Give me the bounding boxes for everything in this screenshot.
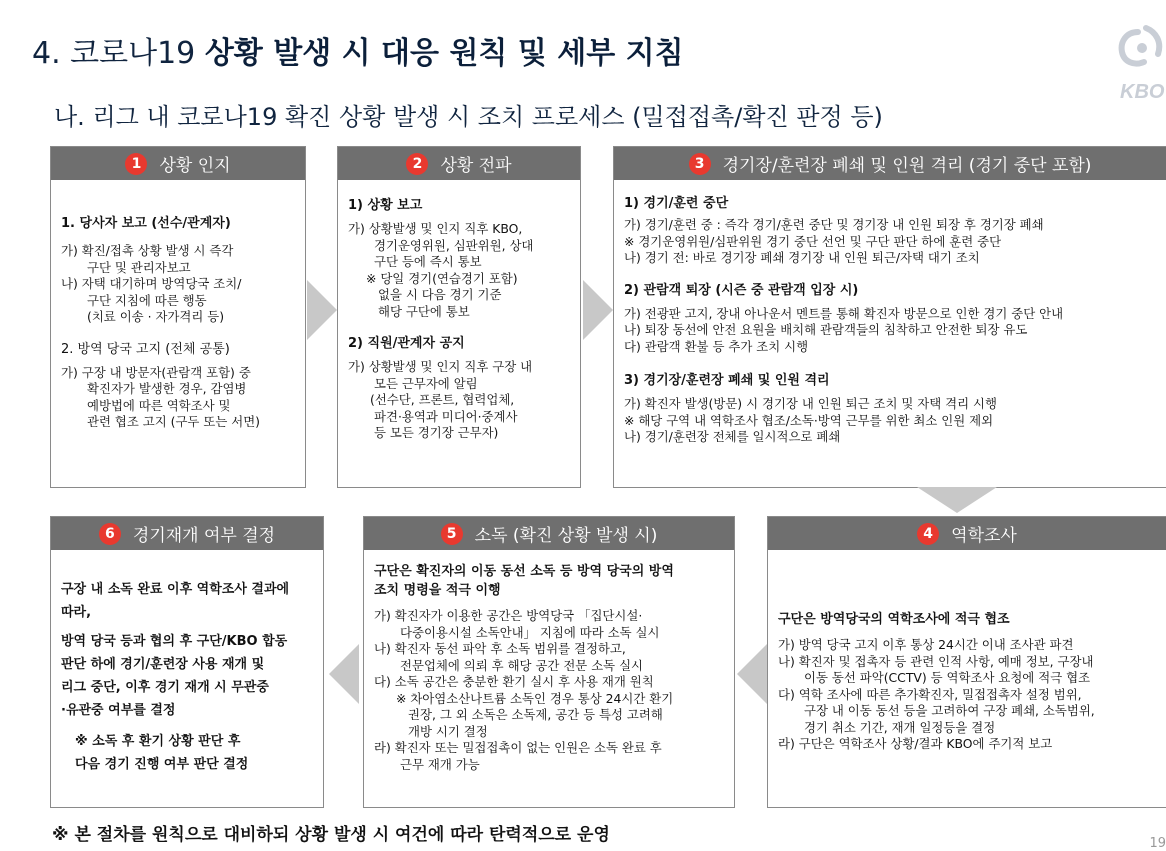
body-line: 가) 상황발생 및 인지 직후 KBO,	[348, 221, 523, 236]
body-line: ※ 경기운영위원/심판위원 경기 중단 선언 및 구단 판단 하에 훈련 중단	[624, 233, 1002, 249]
body-line: 가) 확진/접촉 상황 발생 시 즉각	[61, 243, 234, 258]
arrow-down-icon	[917, 487, 997, 515]
body-line: 판단 하에 경기/훈련장 사용 재개 및	[61, 657, 265, 672]
body-line: 등 모든 경기장 근무자)	[374, 425, 499, 440]
step-header-5	[364, 517, 734, 550]
arrow-right-icon	[305, 280, 339, 340]
body-line: 방역 당국 등과 협의 후 구단/KBO 합동	[61, 634, 288, 649]
step-title-1: 상황 인지	[159, 156, 231, 176]
note-line: 다음 경기 진행 여부 판단 결정	[75, 757, 249, 772]
body-line: 없을 시 다음 경기 기준	[378, 287, 502, 302]
body-line: 구단 등에 즉시 통보	[374, 254, 482, 269]
body-line: 라) 확진자 또는 밀접접촉이 없는 인원은 소독 완료 후	[374, 740, 662, 755]
body-line: 나) 경기/훈련장 전체를 일시적으로 폐쇄	[624, 429, 841, 444]
footer-note: ※ 본 절차를 원칙으로 대비하되 상황 발생 시 여건에 따라 탄력적으로 운영	[52, 825, 610, 845]
step-box-1	[50, 146, 306, 488]
lead-line: 구단은 방역당국의 역학조사에 적극 협조	[778, 612, 1010, 627]
step-box-4	[767, 516, 1166, 808]
lead-line: 조치 명령을 적극 이행	[374, 583, 501, 598]
body-line: 나) 퇴장 동선에 안전 요원을 배치해 관람객들의 침착하고 안전한 퇴장 유도	[624, 322, 1028, 337]
body-line: 경기 취소 기간, 재개 일정등을 결정	[804, 719, 996, 735]
body-line: 가) 방역 당국 고지 이후 통상 24시간 이내 조사관 파견	[778, 637, 1074, 652]
section-heading: 2) 관람객 퇴장 (시즌 중 관람객 입장 시)	[624, 282, 859, 298]
body-line: 확진자가 발생한 경우, 감염병	[87, 381, 247, 396]
step-box-5	[363, 516, 735, 808]
body-line: 다) 관람객 환불 등 추가 조치 시행	[624, 338, 809, 354]
step-box-6	[50, 516, 324, 808]
body-line: 가) 전광판 고지, 장내 아나운서 멘트를 통해 확진자 방문으로 인한 경기 중단 안내	[624, 305, 1064, 321]
body-line: 경기운영위원, 심판위원, 상대	[374, 237, 534, 253]
step-title-2: 상황 전파	[440, 156, 512, 176]
body-line: 이동 동선 파악(CCTV) 등 역학조사 요청에 적극 협조	[804, 670, 1091, 685]
page-number: 19	[1149, 836, 1166, 851]
note-line: ※ 소독 후 환기 상황 판단 후	[75, 734, 241, 749]
step-header-4	[768, 517, 1166, 550]
step-number-5: 5	[441, 523, 463, 545]
body-line: 예방법에 따른 역학조사 및	[87, 397, 231, 413]
step-number-4: 4	[917, 523, 939, 545]
body-line: (치료 이송 · 자가격리 등)	[87, 309, 225, 324]
body-line: 구단 지침에 따른 행동	[87, 292, 207, 308]
section-heading: 2. 방역 당국 고지 (전체 공통)	[61, 341, 230, 357]
section-heading: 1) 상황 보고	[348, 198, 423, 213]
step-number-1: 1	[125, 153, 147, 175]
section-heading: 1. 당사자 보고 (선수/관계자)	[61, 216, 231, 231]
arrow-left-icon	[735, 644, 769, 704]
body-line: 관련 협조 고지 (구두 또는 서면)	[87, 414, 260, 429]
body-line: 가) 확진자 발생(방문) 시 경기장 내 인원 퇴근 조치 및 자택 격리 시행	[624, 396, 997, 411]
step-header-2	[338, 147, 580, 180]
step-box-2	[337, 146, 581, 488]
step-number-6: 6	[99, 523, 121, 545]
body-line: 라) 구단은 역학조사 상황/결과 KBO에 주기적 보고	[778, 736, 1053, 751]
kbo-logo	[1116, 20, 1166, 104]
body-line: 구단 및 관리자보고	[87, 259, 191, 275]
step-number-2: 2	[406, 153, 428, 175]
body-line: ※ 당일 경기(연습경기 포함)	[366, 270, 518, 286]
step-title-4: 역학조사	[951, 526, 1017, 546]
body-line: 나) 확진자 및 접촉자 등 관련 인적 사항, 예매 정보, 구장내	[778, 653, 1094, 669]
title-prefix: 4. 코로나19	[32, 36, 205, 71]
step-number-3: 3	[689, 153, 711, 175]
step-title-6: 경기재개 여부 결정	[132, 526, 276, 546]
body-line: 다) 소독 공간은 충분한 환기 실시 후 사용 재개 원칙	[374, 674, 654, 689]
body-line: 파견·용역과 미디어·중계사	[374, 408, 518, 424]
body-line: 리그 중단, 이후 경기 재개 시 무관중	[61, 680, 269, 695]
body-line: 해당 구단에 통보	[378, 303, 470, 319]
lead-line: 구단은 확진자의 이동 동선 소독 등 방역 당국의 방역	[374, 564, 674, 579]
body-line: 근무 재개 가능	[400, 756, 480, 772]
body-line: ※ 차아염소산나트륨 소독인 경우 통상 24시간 환기	[396, 690, 674, 706]
body-line: 권장, 그 외 소독은 소독제, 공간 등 특성 고려해	[408, 707, 663, 722]
body-line: 개방 시기 결정	[408, 723, 488, 739]
page-subtitle: 나. 리그 내 코로나19 확진 상황 발생 시 조치 프로세스 (밀접접촉/확진 판정 등)	[54, 103, 883, 131]
step-header-1	[51, 147, 305, 180]
title-bold: 상황 발생 시 대응 원칙 및 세부 지침	[204, 36, 684, 71]
section-heading: 3) 경기장/훈련장 폐쇄 및 인원 격리	[624, 373, 830, 388]
body-line: 나) 경기 전: 바로 경기장 폐쇄 경기장 내 인원 퇴근/자택 대기 조치	[624, 250, 980, 265]
body-line: 가) 구장 내 방문자(관람객 포함) 중	[61, 364, 251, 380]
body-line: 모든 근무자에 알림	[374, 375, 478, 391]
body-line: 따라,	[61, 605, 92, 620]
body-line: ·유관중 여부를 결정	[61, 703, 176, 718]
body-line: (선수단, 프론트, 협력업체,	[370, 392, 515, 407]
body-line: 가) 확진자가 이용한 공간은 방역당국 「집단시설·	[374, 608, 643, 623]
body-line: 가) 경기/훈련 중 : 즉각 경기/훈련 중단 및 경기장 내 인원 퇴장 후 경기장 폐쇄	[624, 217, 1044, 232]
body-line: 구장 내 소독 완료 이후 역학조사 결과에	[61, 582, 290, 597]
body-line: 다중이용시설 소독안내」 지침에 따라 소독 실시	[400, 624, 660, 640]
logo-text: KBO	[1120, 81, 1165, 103]
step-header-6	[51, 517, 323, 550]
arrow-right-icon	[581, 280, 615, 340]
step-title-3: 경기장/훈련장 폐쇄 및 인원 격리 (경기 중단 포함)	[722, 156, 1092, 176]
arrow-left-icon	[327, 644, 361, 704]
section-heading: 2) 직원/관계자 공지	[348, 336, 465, 351]
body-line: 나) 확진자 동선 파악 후 소독 범위를 결정하고,	[374, 641, 626, 656]
section-heading: 1) 경기/훈련 중단	[624, 196, 729, 211]
step-box-3	[613, 146, 1166, 488]
step-title-5: 소독 (확진 상황 발생 시)	[474, 526, 658, 546]
page-title	[32, 28, 684, 72]
body-line: 전문업체에 의뢰 후 해당 공간 전문 소독 실시	[400, 657, 644, 673]
body-line: 나) 자택 대기하며 방역당국 조치/	[61, 276, 242, 291]
step-header-3	[614, 147, 1166, 180]
body-line: 구장 내 이동 동선 등을 고려하여 구장 폐쇄, 소독범위,	[804, 703, 1095, 718]
body-line: 가) 상황발생 및 인지 직후 구장 내	[348, 359, 533, 374]
body-line: 다) 역학 조사에 따른 추가확진자, 밀접접촉자 설정 범위,	[778, 686, 1082, 702]
body-line: ※ 해당 구역 내 역학조사 협조/소독·방역 근무를 위한 최소 인원 제외	[624, 412, 994, 428]
